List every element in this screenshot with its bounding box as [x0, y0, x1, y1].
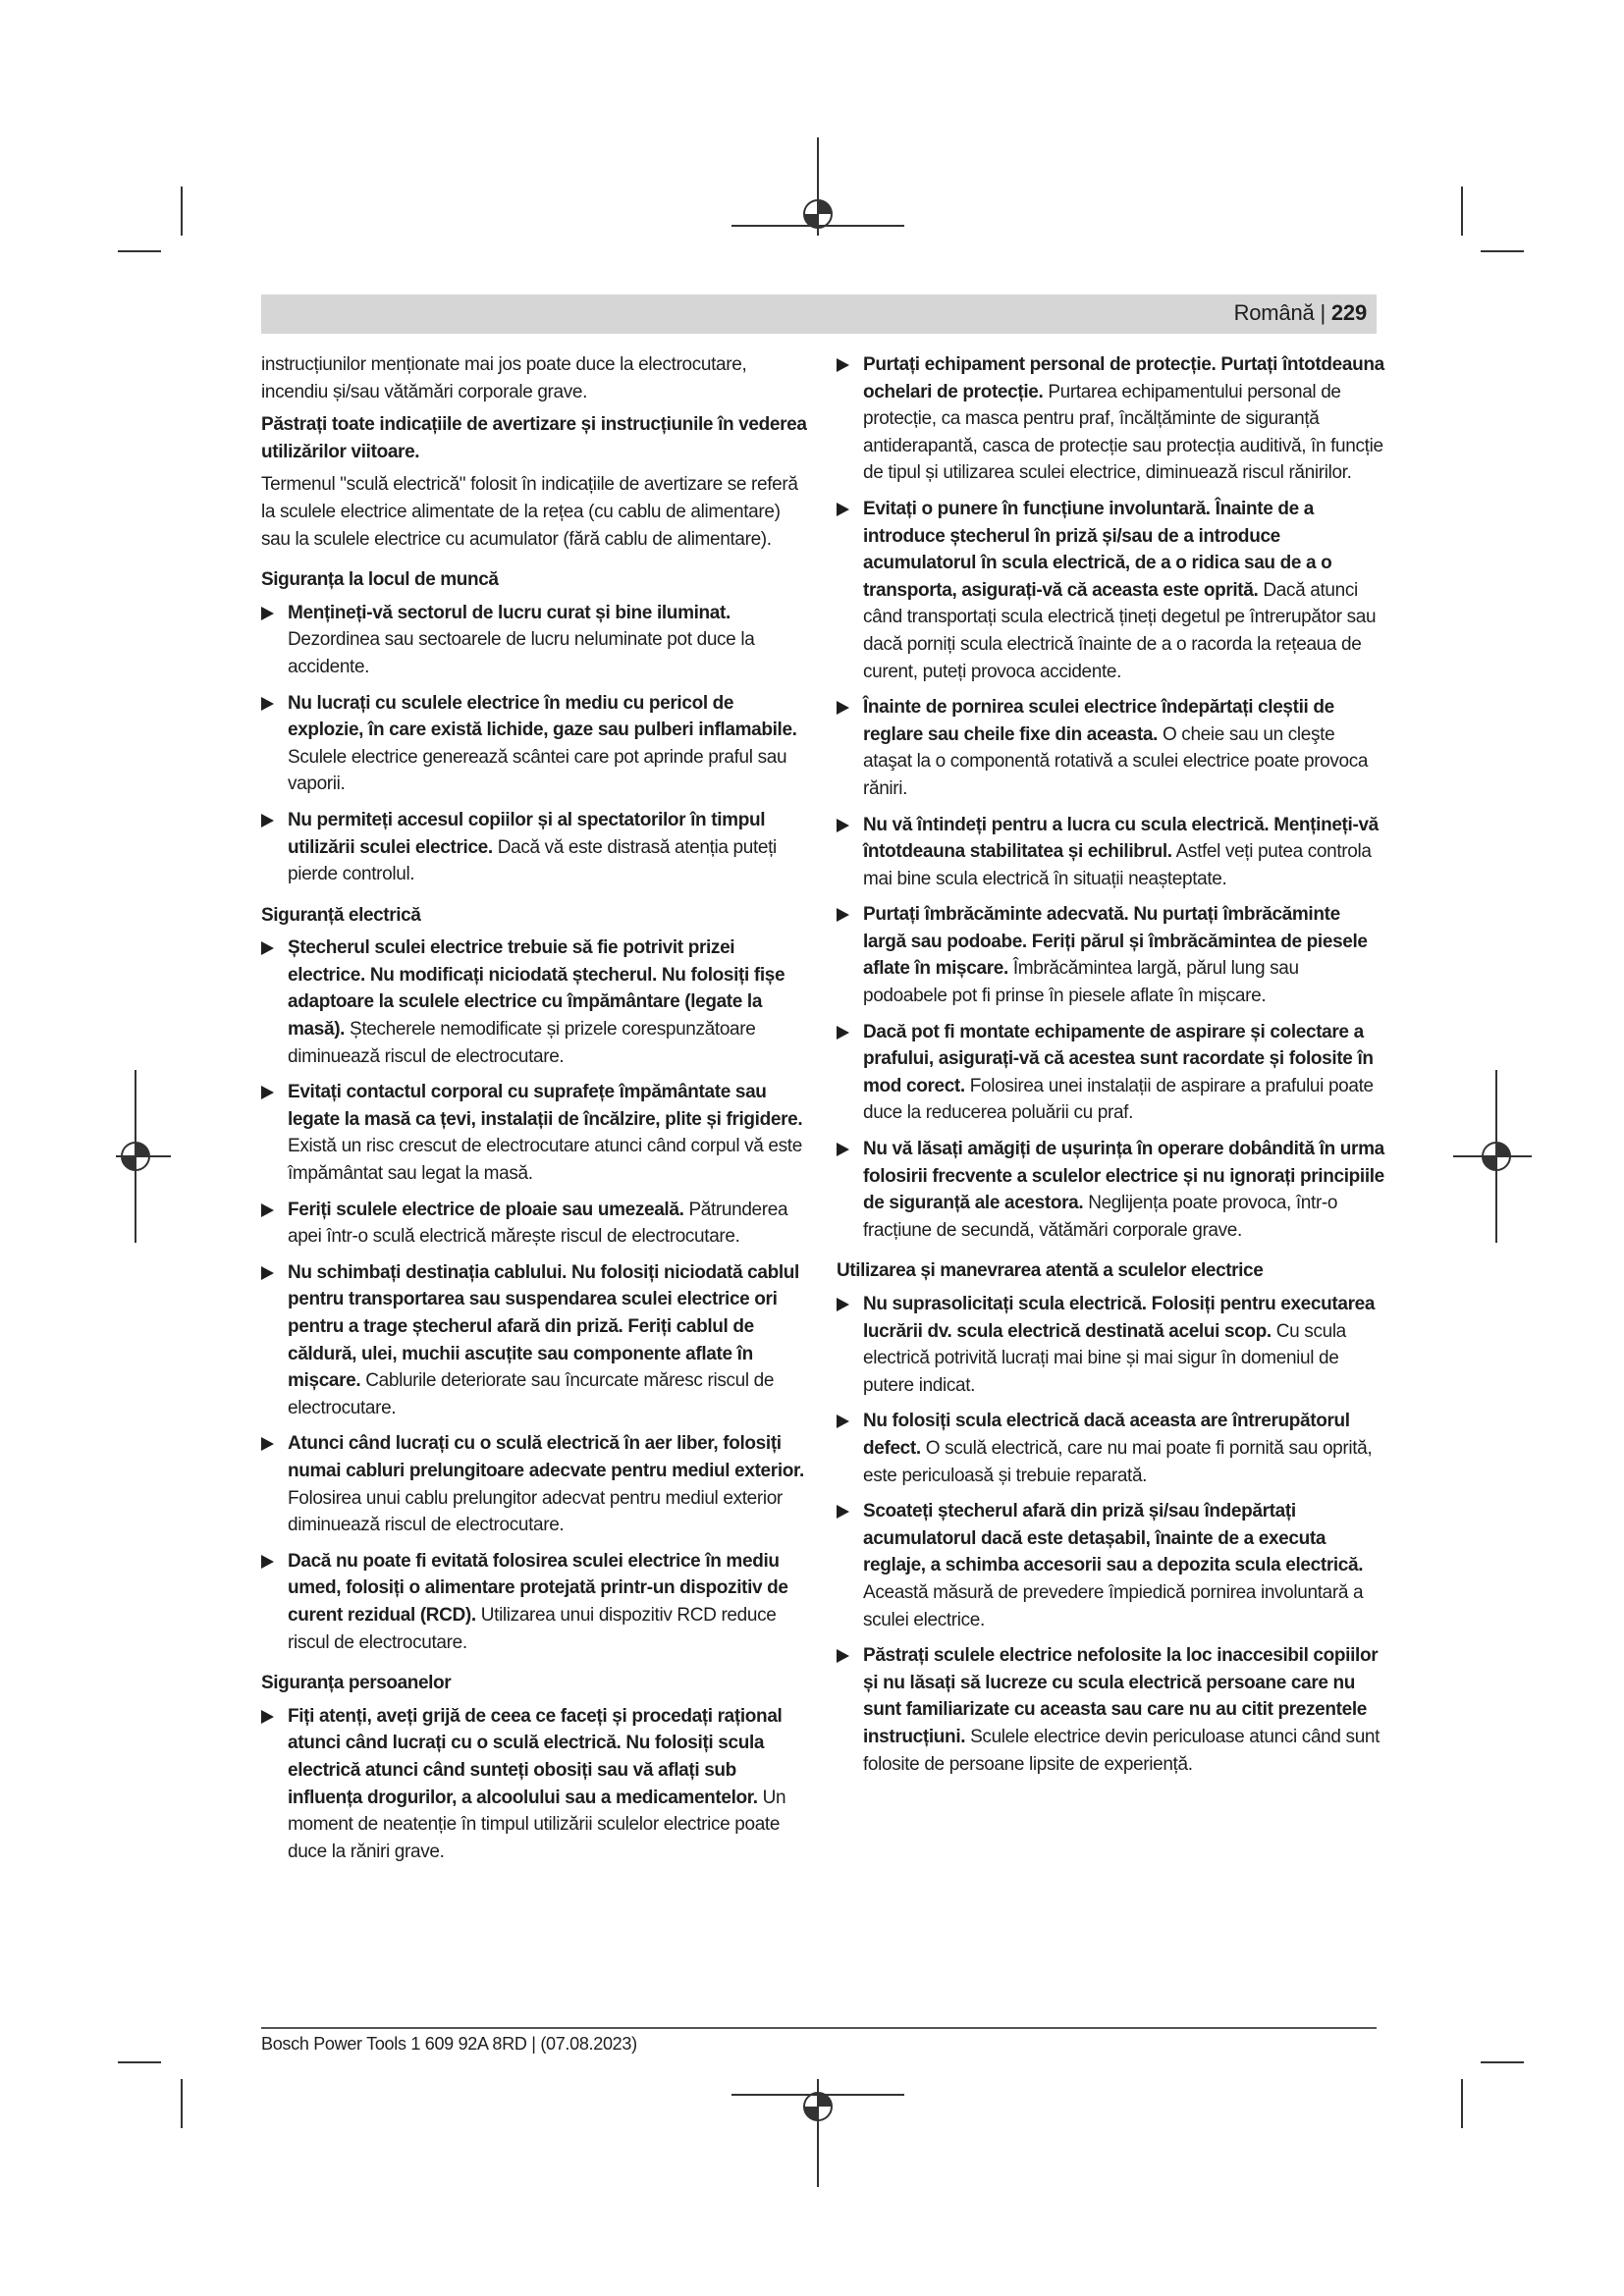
bullet-triangle-icon [837, 1415, 849, 1428]
warning-list [837, 1291, 1386, 1778]
item-bold: Mențineți-vă sectorul de lucru curat și bine iluminat. [288, 602, 731, 623]
item-text: Dacă vă este distrasă atenția puteți pierde controlul. [288, 836, 777, 885]
item-text: Neglijența poate provoca, într-o fracțiune de secundă, vătămări corporale grave. [863, 1193, 1338, 1241]
list-item [837, 1136, 1386, 1244]
item-text: Dacă atunci când transportați scula electrică țineți degetul pe întrerupător sau dacă porniți scula electrică înainte de a o racorda la rețeaua de curent, puteți provoca accidente. [863, 579, 1377, 682]
bullet-triangle-icon [837, 503, 849, 516]
term-definition: Termenul "sculă electrică" folosit în indicațiile de avertizare se referă la sculele electrice alimentate de la rețea (cu cablu de alimentare) sau la sculele electrice cu acumulator (fără cablu de alimentare). [261, 474, 798, 550]
item-text: Cu scula electrică potrivită lucrați mai bine și mai sigur în domeniul de putere indicat. [863, 1320, 1346, 1396]
bullet-triangle-icon [261, 1710, 274, 1724]
item-text: Există un risc crescut de electrocutare atunci când corpul vă este împământat sau legat la masă. [288, 1136, 802, 1185]
item-bold: Dacă pot fi montate echipamente de aspirare și colectare a prafului, asigurați-vă că acestea sunt racordate și folosite în mod corect. [863, 1021, 1374, 1096]
list-item [261, 1548, 811, 1656]
bullet-triangle-icon [261, 814, 274, 828]
item-text: Folosirea unei instalații de aspirare a prafului poate duce la reducerea poluării cu praf. [863, 1075, 1374, 1124]
bullet-triangle-icon [261, 607, 274, 620]
section-title: Siguranța la locul de muncă [261, 569, 499, 591]
list-item [261, 1079, 811, 1187]
left-column [261, 351, 811, 1874]
list-item [261, 690, 811, 798]
item-bold: Purtați îmbrăcăminte adecvată. Nu purtați îmbrăcăminte largă sau podoabe. Feriți părul și îmbrăcămintea de piesele aflate în mișcare. [863, 904, 1368, 980]
bullet-triangle-icon [837, 1298, 849, 1311]
item-bold: Nu folosiți scula electrică dacă aceasta are întrerupătorul defect. [863, 1411, 1350, 1459]
item-text: Astfel veți putea controla mai bine scula electrică în situații neașteptate. [863, 841, 1372, 889]
item-text: Îmbrăcămintea largă, părul lung sau podoabele pot fi prinse în piesele aflate în mișcare. [863, 958, 1299, 1007]
item-bold: Păstrați sculele electrice nefolosite la loc inaccesibil copiilor și nu lăsați să lucreze cu scula electrică persoane care nu sunt familiarizate cu aceasta sau care nu au citit prezentele instrucțiuni. [863, 1645, 1379, 1747]
bullet-triangle-icon [261, 941, 274, 955]
item-bold: Înainte de pornirea sculei electrice îndepărtați cleștii de reglare sau cheile fixe din aceasta. [863, 697, 1334, 745]
item-text: Utilizarea unui dispozitiv RCD reduce riscul de electrocutare. [288, 1604, 777, 1653]
header-language: Română [1233, 300, 1315, 325]
section-title: Siguranță electrică [261, 904, 421, 926]
crop-mark [118, 250, 161, 252]
registration-mark-icon [116, 1070, 171, 1243]
item-text: Folosirea unui cablu prelungitor adecvat pentru mediul exterior diminuează riscul de electrocutare. [288, 1487, 783, 1536]
item-text: Ștecherele nemodificate și prizele corespunzătoare diminuează riscul de electrocutare. [288, 1019, 756, 1067]
bullet-triangle-icon [261, 1555, 274, 1569]
item-text: Dezordinea sau sectoarele de lucru neluminate pot duce la accidente. [288, 629, 755, 677]
item-bold: Nu lucrați cu sculele electrice în mediu cu pericol de explozie, în care există lichide, gaze sau pulberi inflamabile. [288, 692, 797, 741]
registration-mark-icon [731, 2079, 904, 2187]
item-bold: Atunci când lucrați cu o sculă electrică în aer liber, folosiți numai cabluri prelungitoare adecvate pentru mediul exterior. [288, 1433, 804, 1481]
item-text: Sculele electrice devin periculoase atunci când sunt folosite de persoane lipsite de experiență. [863, 1726, 1380, 1775]
item-text: O sculă electrică, care nu mai poate fi pornită sau oprită, este periculoasă și trebuie reparată. [863, 1437, 1373, 1486]
item-text: Pătrunderea apei într-o sculă electrică mărește riscul de electrocutare. [288, 1199, 788, 1248]
bullet-triangle-icon [261, 1266, 274, 1280]
list-item [261, 600, 811, 681]
crop-mark [118, 2061, 161, 2063]
bullet-triangle-icon [837, 819, 849, 832]
bullet-triangle-icon [837, 701, 849, 715]
bullet-triangle-icon [837, 1143, 849, 1156]
bullet-triangle-icon [837, 1026, 849, 1040]
crop-mark [181, 2079, 183, 2128]
item-text: Un moment de neatenție în timpul utilizării sculelor electrice poate duce la răniri grave. [288, 1787, 786, 1862]
item-bold: Evitați o punere în funcțiune involuntară. Înainte de a introduce ștecherul în priză și/sau de a introduce acumulatorul în scula electrică, de a o ridica sau de a o transporta, asigurați-vă că aceasta este oprită. [863, 498, 1332, 601]
bullet-triangle-icon [261, 1086, 274, 1099]
list-item [837, 1498, 1386, 1633]
list-item [261, 1703, 811, 1866]
list-item [261, 1197, 811, 1251]
page-number: 229 [1330, 300, 1367, 325]
bullet-triangle-icon [837, 908, 849, 922]
list-item [261, 807, 811, 888]
list-item [837, 496, 1386, 685]
warning-list [837, 351, 1386, 1244]
footer-text: Bosch Power Tools 1 609 92A 8RD | (07.08.2023) [261, 2034, 637, 2054]
item-text: O cheie sau un cleşte ataşat la o componentă rotativă a sculei electrice poate provoca răniri. [863, 723, 1369, 799]
crop-mark [181, 187, 183, 236]
list-item [837, 1019, 1386, 1127]
bullet-triangle-icon [837, 1505, 849, 1519]
section-title: Utilizarea și manevrarea atentă a sculelor electrice [837, 1260, 1264, 1282]
item-text: Sculele electrice generează scântei care pot aprinde praful sau vaporii. [288, 746, 787, 795]
crop-mark [1461, 2079, 1463, 2128]
item-text: Purtarea echipamentului personal de protecție, ca masca pentru praf, încălțăminte de siguranță antiderapantă, casca de protecție sau protecția auditivă, în funcție de tipul și utilizarea sculei electrice, diminuează riscul rănirilor. [863, 381, 1383, 484]
crop-mark [1481, 250, 1524, 252]
registration-mark-icon [731, 137, 904, 236]
item-bold: Purtați echipament personal de protecție. Purtați întotdeauna ochelari de protecție. [863, 354, 1384, 402]
right-column [837, 351, 1386, 1787]
list-item [261, 1430, 811, 1538]
bullet-triangle-icon [837, 358, 849, 372]
list-item [261, 1259, 811, 1422]
item-bold: Fiți atenți, aveți grijă de ceea ce faceți și procedați rațional atunci când lucrați cu o sculă electrică. Nu folosiți scula electrică atunci când sunteți obosiți sau vă aflați sub influența drogurilor, a alcoolului sau a medicamentelor. [288, 1705, 783, 1808]
warning-list [261, 600, 811, 888]
intro-text: instrucțiunilor menționate mai jos poate duce la electrocutare, incendiu și/sau vătămări corporale grave. [261, 354, 747, 402]
list-item [837, 901, 1386, 1009]
page-header [261, 294, 1377, 334]
item-bold: Evitați contactul corporal cu suprafețe împământate sau legate la masă ca țevi, instalații de încălzire, plite și frigidere. [288, 1082, 803, 1130]
item-bold: Nu permiteți accesul copiilor și al spectatorilor în timpul utilizării sculei electrice. [288, 809, 766, 858]
item-bold: Nu vă întindeți pentru a lucra cu scula electrică. Mențineți-vă întotdeauna stabilitatea și echilibrul. [863, 814, 1379, 863]
item-bold: Scoateți ștecherul afară din priză și/sau îndepărtați acumulatorul dacă este detașabil, înainte de a executa reglaje, a schimba accesorii sau a depozita scula electrică. [863, 1501, 1364, 1576]
item-bold: Nu suprasolicitați scula electrică. Folosiți pentru executarea lucrării dv. scula electrică destinată acelui scop. [863, 1294, 1376, 1342]
list-item [261, 934, 811, 1070]
item-bold: Ștecherul sculei electrice trebuie să fie potrivit prizei electrice. Nu modificați niciodată ștecherul. Nu folosiți fișe adaptoare la sculele electrice cu împământare (legate la masă). [288, 937, 785, 1041]
list-item [837, 1291, 1386, 1399]
bullet-triangle-icon [261, 1437, 274, 1451]
item-text: Această măsură de prevedere împiedică pornirea involuntară a sculei electrice. [863, 1581, 1364, 1630]
item-text: Cablurile deteriorate sau încurcate măresc riscul de electrocutare. [288, 1370, 775, 1418]
item-bold: Feriți sculele electrice de ploaie sau umezeală. [288, 1199, 684, 1220]
warning-list [261, 1703, 811, 1866]
list-item [837, 694, 1386, 802]
footer-divider [261, 2027, 1377, 2029]
warning-list [261, 934, 811, 1656]
list-item [837, 1408, 1386, 1489]
item-bold: Dacă nu poate fi evitată folosirea sculei electrice în mediu umed, folosiți o alimentare protejată printr-un dispozitiv de curent rezidual (RCD). [288, 1550, 788, 1626]
bullet-triangle-icon [837, 1649, 849, 1663]
header-language-page: Română | 229 [1233, 300, 1367, 325]
crop-mark [1481, 2061, 1524, 2063]
section-title: Siguranța persoanelor [261, 1673, 452, 1694]
list-item [837, 1642, 1386, 1778]
crop-mark [1461, 187, 1463, 236]
list-item [837, 351, 1386, 487]
bullet-triangle-icon [261, 697, 274, 711]
registration-mark-icon [1453, 1070, 1532, 1243]
item-bold: Nu vă lăsați amăgiți de ușurința în operare dobândită în urma folosirii frecvente a sculelor electrice și nu ignorați principiile de siguranță ale acestora. [863, 1139, 1384, 1214]
item-bold: Nu schimbați destinația cablului. Nu folosiți niciodată cablul pentru transportarea sau suspendarea sculei electrice ori pentru a trage ștecherul afară din priză. Feriți cablul de căldură, ulei, muchii ascuțite sau componente aflate în mișcare. [288, 1261, 799, 1392]
keep-instructions: Păstrați toate indicațiile de avertizare și instrucțiunile în vederea utilizărilor viitoare. [261, 414, 807, 462]
list-item [837, 812, 1386, 893]
bullet-triangle-icon [261, 1203, 274, 1217]
